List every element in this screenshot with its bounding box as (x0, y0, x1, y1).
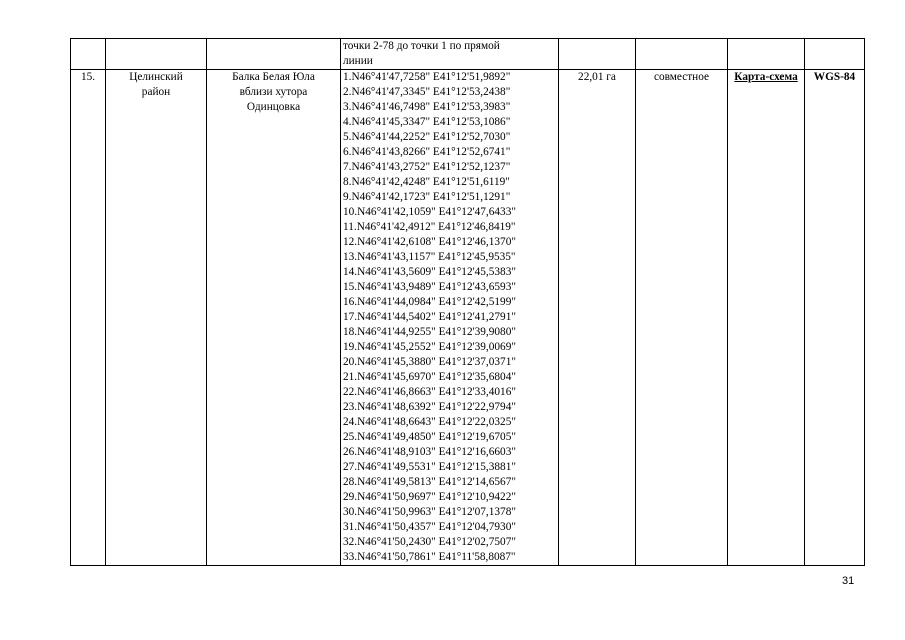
coordinate-line: 27.N46°41'49,5531" E41°12'15,3881" (343, 461, 516, 473)
cell-place-empty (207, 39, 341, 70)
coordinate-line: 19.N46°41'45,2552" E41°12'39,0069" (343, 341, 516, 353)
coordinate-line: 26.N46°41'48,9103" E41°12'16,6603" (343, 446, 516, 458)
coordinate-line: 21.N46°41'45,6970" E41°12'35,6804" (343, 371, 516, 383)
cell-number-empty (71, 39, 106, 70)
coordinate-line: 22.N46°41'46,8663" E41°12'33,4016" (343, 386, 516, 398)
coordinate-line: 15.N46°41'43,9489" E41°12'43,6593" (343, 281, 516, 293)
coordinate-line: 6.N46°41'43,8266" E41°12'52,6741" (343, 146, 511, 158)
document-table (70, 38, 865, 566)
coordinate-line: 11.N46°41'42,4912" E41°12'46,8419" (343, 221, 516, 233)
coordinate-line: 32.N46°41'50,2430" E41°12'02,7507" (343, 536, 516, 548)
coordinate-line: 4.N46°41'45,3347" E41°12'53,1086" (343, 116, 511, 128)
cell-district-empty (106, 39, 207, 70)
cell-coordinates (341, 70, 559, 566)
coordinate-line: 5.N46°41'44,2252" E41°12'52,7030" (343, 131, 511, 143)
boundary-description-line: точки 2-78 до точки 1 по прямой (343, 40, 500, 52)
place-line: Одинцовка (246, 101, 301, 113)
coordinate-line: 31.N46°41'50,4357" E41°12'04,7930" (343, 521, 516, 533)
coordinate-line: 30.N46°41'50,9963" E41°12'07,1378" (343, 506, 516, 518)
table-row (71, 70, 865, 566)
coordinate-line: 13.N46°41'43,1157" E41°12'45,9535" (343, 251, 516, 263)
table-row-continuation (71, 39, 865, 70)
cell-area: 22,01 га (559, 70, 636, 566)
cell-jurisdiction: совместное (636, 70, 728, 566)
coordinate-line: 8.N46°41'42,4248" E41°12'51,6119" (343, 176, 510, 188)
coordinate-line: 2.N46°41'47,3345" E41°12'53,2438" (343, 86, 511, 98)
coordinate-line: 7.N46°41'43,2752" E41°12'52,1237" (343, 161, 511, 173)
coordinate-line: 17.N46°41'44,5402" E41°12'41,2791" (343, 311, 516, 323)
place-line: Балка Белая Юла (232, 71, 315, 83)
cell-boundary-description (341, 39, 559, 70)
coordinate-line: 20.N46°41'45,3880" E41°12'37,0371" (343, 356, 516, 368)
coordinate-line: 14.N46°41'43,5609" E41°12'45,5383" (343, 266, 516, 278)
coordinate-line: 10.N46°41'42,1059" E41°12'47,6433" (343, 206, 516, 218)
coordinate-line: 33.N46°41'50,7861" E41°11'58,8087" (343, 551, 516, 563)
map-scheme-link[interactable]: Карта-схема (734, 71, 798, 83)
cell-map[interactable] (728, 70, 805, 566)
page-number: 31 (842, 575, 855, 587)
coordinate-system-label: WGS-84 (813, 71, 856, 83)
district-line: Целинский (129, 71, 183, 83)
coordinate-line: 28.N46°41'49,5813" E41°12'14,6567" (343, 476, 516, 488)
cell-district (106, 70, 207, 566)
coordinate-line: 1.N46°41'47,7258" E41°12'51,9892" (343, 71, 511, 83)
coordinate-line: 25.N46°41'49,4850" E41°12'19,6705" (343, 431, 516, 443)
district-line: район (141, 86, 171, 98)
coordinate-line: 23.N46°41'48,6392" E41°12'22,9794" (343, 401, 516, 413)
cell-coordinate-system (805, 70, 865, 566)
cell-place (207, 70, 341, 566)
coordinate-line: 29.N46°41'50,9697" E41°12'10,9422" (343, 491, 516, 503)
cell-row-number: 15. (71, 70, 106, 566)
cell-jurisdiction-empty (636, 39, 728, 70)
coordinate-line: 12.N46°41'42,6108" E41°12'46,1370" (343, 236, 516, 248)
coordinate-line: 16.N46°41'44,0984" E41°12'42,5199" (343, 296, 516, 308)
cell-area-empty (559, 39, 636, 70)
place-line: вблизи хутора (239, 86, 308, 98)
cell-system-empty (805, 39, 865, 70)
coordinate-line: 3.N46°41'46,7498" E41°12'53,3983" (343, 101, 511, 113)
coordinate-line: 18.N46°41'44,9255" E41°12'39,9080" (343, 326, 516, 338)
boundary-description-line: линии (343, 55, 373, 67)
coordinate-line: 24.N46°41'48,6643" E41°12'22,0325" (343, 416, 516, 428)
cell-map-empty (728, 39, 805, 70)
coordinate-line: 9.N46°41'42,1723" E41°12'51,1291" (343, 191, 511, 203)
